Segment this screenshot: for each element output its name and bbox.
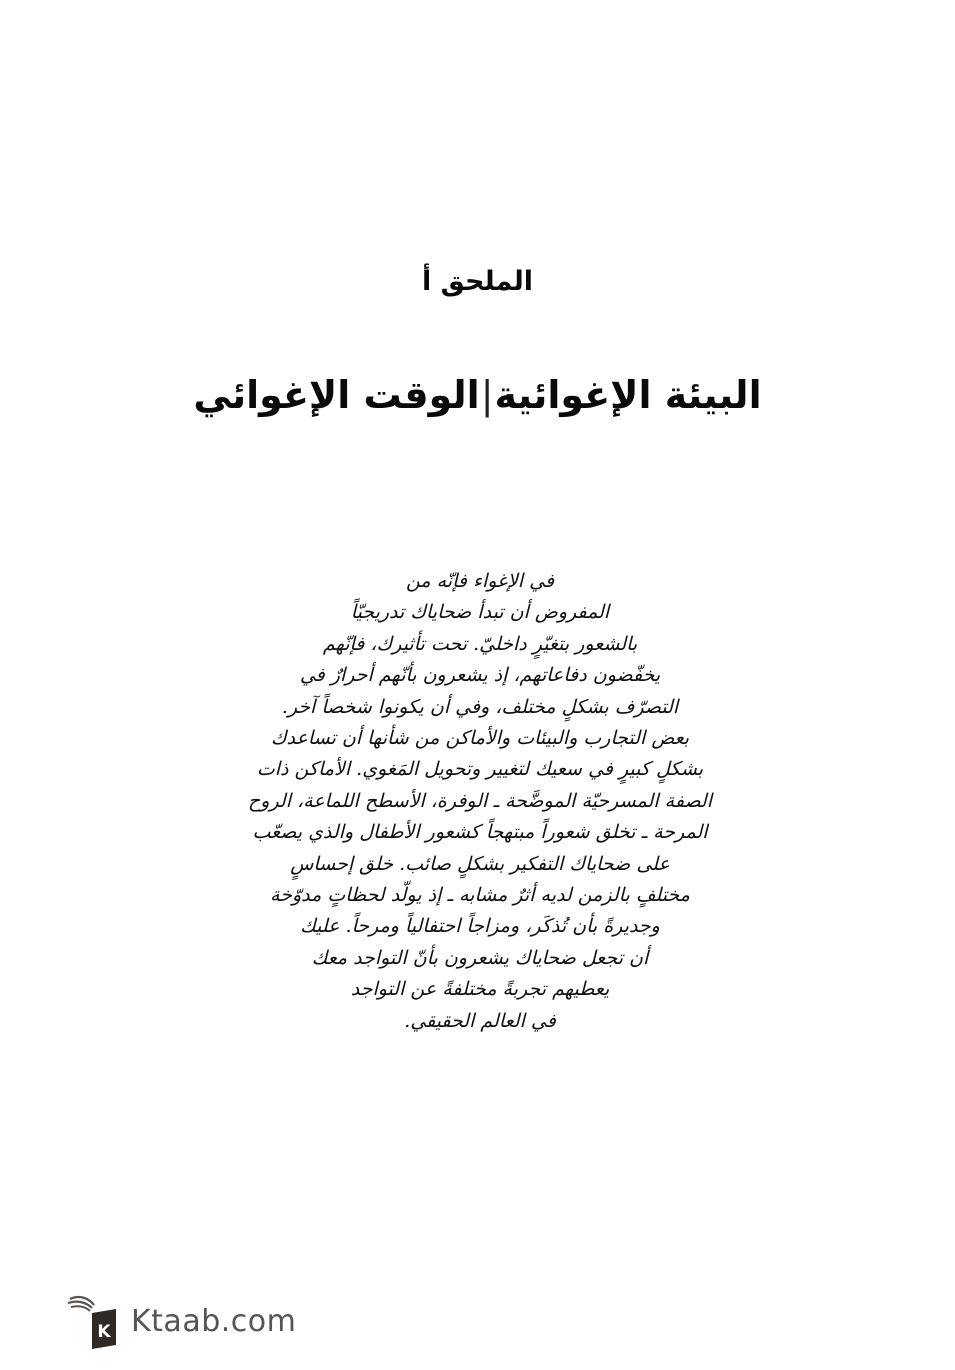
- body-line: بعض التجارب والبيئات والأماكن من شأنها أن تساعدك: [270, 727, 690, 750]
- chapter-title: [0, 366, 955, 424]
- body-line: التصرّف بشكلٍ مختلف، وفي أن يكونوا شخصاً آخر.: [281, 695, 679, 718]
- body-line: المفروض أن تبدأ ضحاياك تدريجيّاً: [350, 601, 610, 624]
- title-separator: |: [480, 373, 494, 417]
- brand-name: Ktaab.com: [131, 1303, 297, 1339]
- body-line: على ضحاياك التفكير بشكلٍ صائب. خلق إحساسٍ: [290, 852, 670, 875]
- body-line: المرحة ـ تخلق شعوراً مبتهجاً كشعور الأطفال والذي يصعّب: [252, 821, 708, 844]
- body-line: بشكلٍ كبيرٍ في سعيك لتغيير وتحويل المَغوي. الأماكن ذات: [256, 758, 704, 781]
- ktaab-watermark: [64, 1288, 296, 1350]
- body-paragraph: [230, 566, 730, 1037]
- body-line: أن تجعل ضحاياك يشعرون بأنّ التواجد معك: [311, 946, 649, 969]
- svg-text:K: K: [97, 1322, 111, 1342]
- body-line: يعطيهم تجربةً مختلفةً عن التواجد: [350, 978, 610, 1001]
- body-line: مختلفٍ بالزمن لديه أثرٌ مشابه ـ إذ يولّد لحظاتٍ مدوّخة: [270, 884, 690, 907]
- appendix-label: الملحق أ: [422, 266, 533, 297]
- body-line: بالشعور بتغيّرٍ داخليّ. تحت تأثيرك، فإنّهم: [322, 632, 638, 655]
- chapter-title-part1: البيئة الإغوائية: [494, 373, 762, 417]
- body-line: وجديرةً بأن تُذكَر، ومزاجاً احتفالياً ومرحاً. عليك: [300, 915, 660, 938]
- open-book-k-icon: [64, 1289, 120, 1349]
- chapter-title-part2: الوقت الإغوائي: [193, 373, 480, 417]
- body-line: في الإغواء فإنّه من: [405, 570, 555, 592]
- body-line: الصفة المسرحيّة الموضَّحة ـ الوفرة، الأسطح اللماعة، الروح: [248, 789, 712, 812]
- body-line: في العالم الحقيقي.: [404, 1009, 556, 1032]
- body-line: يخفّضون دفاعاتهم، إذ يشعرون بأنّهم أحرارٌ في: [299, 664, 661, 687]
